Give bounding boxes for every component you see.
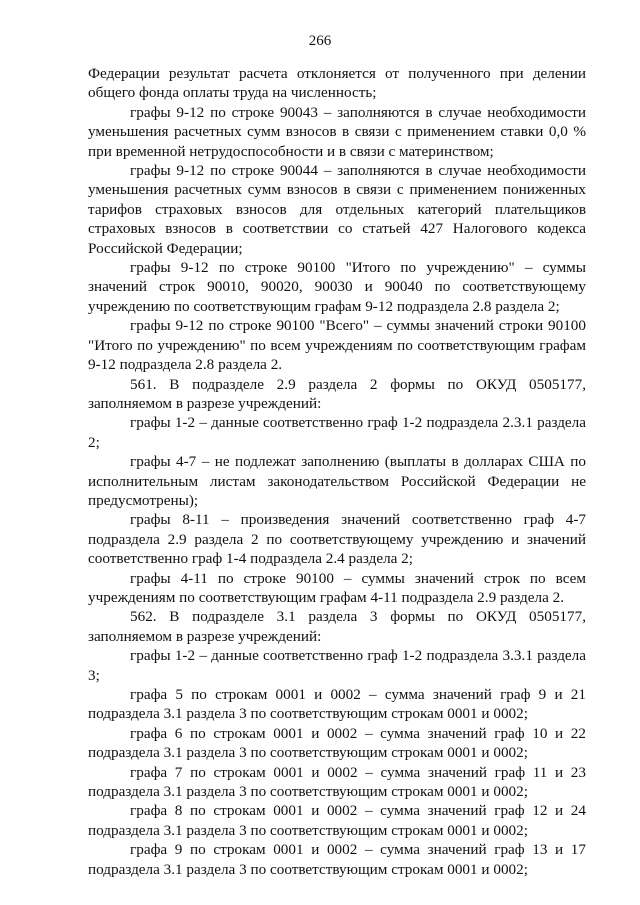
paragraph: графы 9-12 по строке 90100 "Всего" – суммы значений строки 90100 "Итого по учреждению" по всем учреждениям по соответствующим графам 9-12 подраздела 2.8 раздела 2. — [88, 317, 586, 374]
paragraph: 561. В подразделе 2.9 раздела 2 формы по ОКУД 0505177, заполняемом в разрезе учреждений: — [88, 375, 586, 412]
paragraph: графы 4-11 по строке 90100 – суммы значений строк по всем учреждениям по соответствующим графам 4-11 подраздела 2.9 раздела 2. — [88, 569, 586, 606]
paragraph: графа 5 по строкам 0001 и 0002 – сумма значений граф 9 и 21 подраздела 3.1 раздела 3 по соответствующим строкам 0001 и 0002; — [88, 686, 586, 723]
paragraph: графы 9-12 по строке 90043 – заполняются в случае необходимости уменьшения расчетных сумм взносов в связи с применением ставки 0,0 % при временной нетрудоспособности и в связи с материнством; — [88, 103, 586, 160]
paragraph: графа 6 по строкам 0001 и 0002 – сумма значений граф 10 и 22 подраздела 3.1 раздела 3 по соответствующим строкам 0001 и 0002; — [88, 724, 586, 762]
paragraph: графа 7 по строкам 0001 и 0002 – сумма значений граф 11 и 23 подраздела 3.1 раздела 3 по соответствующим строкам 0001 и 0002; — [88, 763, 586, 801]
paragraph: графы 1-2 – данные соответственно граф 1-2 подраздела 3.3.1 раздела 3; — [88, 647, 586, 684]
paragraph: графа 9 по строкам 0001 и 0002 – сумма значений граф 13 и 17 подраздела 3.1 раздела 3 по соответствующим строкам 0001 и 0002; — [88, 841, 586, 878]
paragraph: графы 4-7 – не подлежат заполнению (выплаты в долларах США по исполнительным листам законодательством Российской Федерации не предусмотрены); — [88, 453, 586, 509]
paragraph: графы 1-2 – данные соответственно граф 1-2 подраздела 2.3.1 раздела 2; — [88, 414, 586, 451]
paragraph: графы 8-11 – произведения значений соответственно граф 4-7 подраздела 2.9 раздела 2 по соответствующему учреждению и значений соответственно граф 1-4 подраздела 2.4 раздела 2; — [88, 511, 586, 568]
paragraph: графа 8 по строкам 0001 и 0002 – сумма значений граф 12 и 24 подраздела 3.1 раздела 3 по соответствующим строкам 0001 и 0002; — [88, 802, 586, 839]
page-number: 266 — [308, 33, 332, 49]
paragraph: графы 9-12 по строке 90100 "Итого по учреждению" – суммы значений строк 90010, 90020, 90030 и 90040 по соответствующему учреждению по соответствующим графам 9-12 подраздела 2.8 раздела 2; — [88, 259, 586, 315]
paragraph: графы 9-12 по строке 90044 – заполняются в случае необходимости уменьшения расчетных сумм взносов в связи с применением пониженных тарифов страховых взносов для отдельных категорий плательщиков страховых взносов в соответствии со статьей 427 Налогового кодекса Российской Федерации; — [88, 162, 586, 257]
document-body — [88, 64, 586, 879]
paragraph: 562. В подразделе 3.1 раздела 3 формы по ОКУД 0505177, заполняемом в разрезе учреждений: — [88, 608, 586, 645]
paragraph: Федерации результат расчета отклоняется от полученного при делении общего фонда оплаты труда на численность; — [88, 65, 586, 102]
